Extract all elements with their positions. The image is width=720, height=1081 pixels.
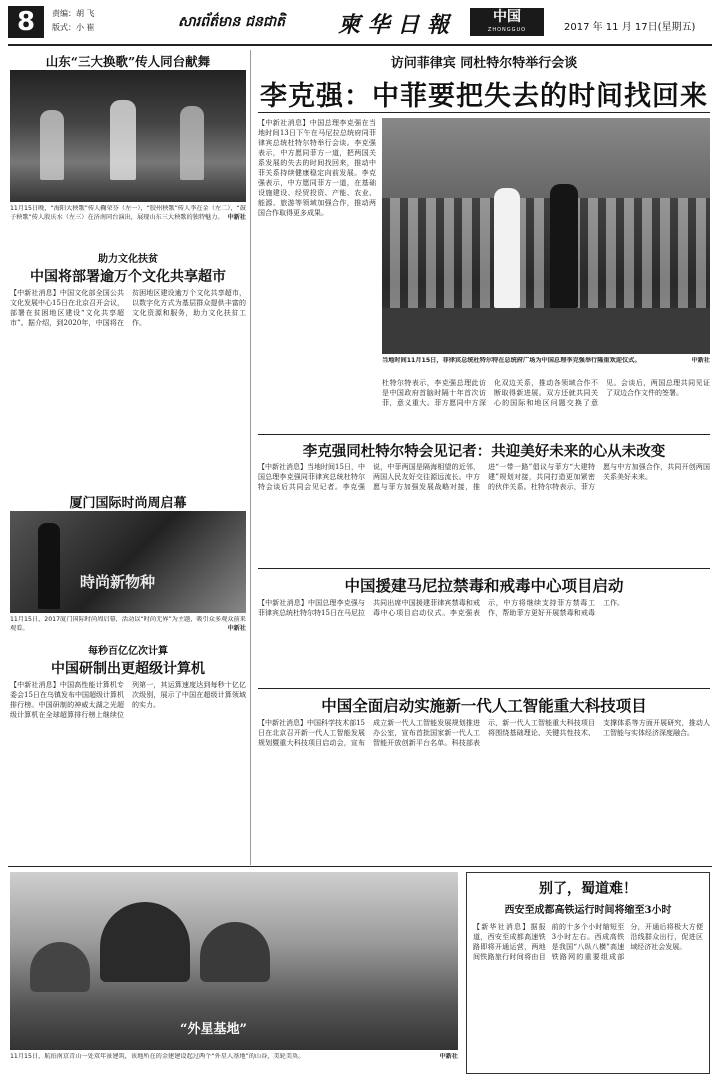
caption-credit: 中新社 <box>227 624 246 632</box>
masthead <box>8 6 712 46</box>
model-figure <box>38 523 60 609</box>
section-label: 中国 <box>493 9 521 25</box>
story-2-body: 【中新社消息】当地时间15日，中国总理李克强同菲律宾总统杜特尔特会谈后共同会见记者。李克强说，中菲两国是隔海相望的近邻，两国人民友好交往源远流长。中方愿与菲方加强发展战略对接，推进“一带一路”倡议与菲方“大建特建”规划对接，共同打造更加紧密的伙伴关系。杜特尔特表示，菲方愿与中方加强合作，共同开创两国关系美好未来。 <box>258 463 710 491</box>
rail-story-body: 【新华社消息】据报道，西安至成都高速铁路即将开通运营，两地间铁路旅行时间将由目前的十多个小时缩短至3小时左右。西成高铁是我国“八纵八横”高速铁路网的重要组成部分，开通后将极大方便沿线群众出行，促进区域经济社会发展。 <box>473 923 703 961</box>
rail-story-headline: 别了，蜀道难！ <box>539 881 637 897</box>
story-3-headline: 中国援建马尼拉禁毒和戒毒中心项目启动 <box>344 576 624 595</box>
caption-credit: 中新社 <box>227 213 246 221</box>
masthead-rule <box>8 44 712 46</box>
section-divider <box>8 866 712 867</box>
story-divider <box>258 688 710 689</box>
dancer-figure <box>40 110 64 180</box>
page-number-box <box>8 6 44 38</box>
main-caption <box>382 357 710 375</box>
main-headline-rule <box>258 112 710 113</box>
khmer-name: សារព័ត៌មាន ជនជាតិ <box>178 14 286 30</box>
building-dome <box>200 922 270 982</box>
main-body-left: 【中新社消息】中国总理李克强在当地时间13日下午在马尼拉总统府同菲律宾总统杜特尔特举行会谈。李克强表示，中方愿同菲方一道，把两国关系发展的失去的时间找回来，推动中菲关系持续健康稳定向前发展。李克强表示，中方愿同菲方一道，在基础设施建设、经贸投资、产能、农业、能源、旅游等领域加强合作，推动两国合作取得更多成果。 <box>258 119 376 217</box>
designer-label: 版式：小 崔 <box>52 23 95 32</box>
stage-sign: 時尚新物种 <box>80 573 156 591</box>
fashion-week-photo <box>10 511 246 613</box>
main-kicker: 访问菲律宾 同杜特尔特举行会谈 <box>390 56 578 71</box>
editor-label: 责编：胡 飞 <box>52 9 95 18</box>
main-body-lower: 杜特尔特表示，李克强总理此访是中国政府首脑时隔十年首次访菲，意义重大。菲方愿同中方深化双边关系，推动各领域合作不断取得新进展。双方还就共同关心的国际和地区问题交换了意见。会谈后，两国总理共同见证了双边合作文件的签署。 <box>382 379 710 407</box>
leader-figure <box>494 188 520 308</box>
caption-text: 11月15日，航拍南京青山一处双年景建筑，该地所在的金建建设起过两个“外星人基地”的山谷，美轮美奂。 <box>10 1053 305 1060</box>
column-divider <box>250 50 251 865</box>
left-story-3-headline: 厦门国际时尚周启幕 <box>69 496 187 511</box>
left-story-1-caption <box>10 205 246 241</box>
story-4-headline: 中国全面启动实施新一代人工智能重大科技项目 <box>321 696 647 715</box>
story-divider <box>258 434 710 435</box>
leader-figure <box>550 184 578 308</box>
caption-credit: 中新社 <box>439 1053 458 1060</box>
story-4-body: 【中新社消息】中国科学技术部15日在北京召开新一代人工智能发展规划暨重大科技项目启动会，宣布成立新一代人工智能发展规划推进办公室，宣布首批国家新一代人工智能开放创新平台名单。科技部表示，新一代人工智能重大科技项目将围绕基础理论、关键共性技术、支撑体系等方面开展研究，推动人工智能与实体经济深度融合。 <box>258 719 710 747</box>
caption-credit: 中新社 <box>691 357 710 364</box>
left-story-4-body: 【中新社消息】中国高性能计算机专委会15日在乌镇发布中国超级计算机排行榜。中国研制的神威太湖之光超级计算机在全球超算排行榜上继续位列第一，其运算速度达到每秒十亿亿次级别，展示了中国在超级计算领域的实力。 <box>10 681 246 719</box>
story-divider <box>258 568 710 569</box>
left-story-1-headline: 山东“三大换歌”传人同台献舞 <box>45 54 211 69</box>
left-story-2-kicker: 助力文化扶贫 <box>98 254 158 265</box>
left-story-2-body: 【中新社消息】中国文化部全国公共文化发展中心15日在北京召开会议，部署在贫困地区建设“文化共享超市”。据介绍，到2020年，中国将在贫困地区建设逾万个文化共享超市，以数字化方式为基层群众提供丰富的文化资源和服务，助力文化扶贫工作。 <box>10 289 246 327</box>
building-dome <box>100 902 190 982</box>
caption-text: 11月15日，2017厦门国际时尚周启幕，活动以“时尚无界”为主题，吸引众多观众前来观看。 <box>10 616 246 632</box>
rail-story-box <box>466 872 710 1074</box>
honor-guard-row <box>382 198 710 308</box>
caption-text: 11月15日晚，“海阳大秧歌”传人鞠荣芬（左一），“胶州秧歌”传人李在金（左二），“鼓子秧歌”传人殷庆水（左三）在济南同台演出，展现山东三大秧歌的独特魅力。 <box>10 205 246 221</box>
paper-name: 柬 华 日 報 <box>338 12 449 38</box>
section-sub: ZHONGGUO <box>487 27 527 33</box>
alien-base-photo <box>10 872 458 1050</box>
dancer-figure <box>180 106 204 180</box>
photo-label: “外星基地” <box>180 1022 247 1037</box>
story-3-body: 【中新社消息】中国总理李克强与菲律宾总统杜特尔特15日在马尼拉共同出席中国援建菲律宾禁毒和戒毒中心项目启动仪式。李克强表示，中方将继续支持菲方禁毒工作，帮助菲方更好开展禁毒和戒毒工作。 <box>258 599 624 617</box>
left-story-4-kicker: 每秒百亿亿次计算 <box>88 646 168 657</box>
red-carpet <box>382 308 710 354</box>
left-story-2-headline: 中国将部署逾万个文化共享超市 <box>30 269 226 285</box>
story-2-headline: 李克强同杜特尔特会见记者：共迎美好未来的心从未改变 <box>302 443 666 460</box>
building-dome <box>30 942 90 992</box>
dance-photo <box>10 70 246 202</box>
welcome-ceremony-photo <box>382 118 710 354</box>
bottom-photo-caption <box>10 1053 458 1077</box>
rail-story-subheadline: 西安至成都高铁运行时间将缩至3小时 <box>504 905 672 916</box>
dancer-figure <box>110 100 136 180</box>
page-number: 8 <box>16 7 36 37</box>
date-line: 2017 年 11 月 17日(星期五) <box>564 22 696 33</box>
section-tag <box>470 8 544 36</box>
caption-text: 当地时间11月15日，菲律宾总统杜特尔特在总统府广场为中国总理李克强举行隆重欢迎仪式。 <box>382 357 641 364</box>
left-story-4-headline: 中国研制出更超级计算机 <box>51 661 205 677</box>
left-story-3-caption <box>10 616 246 634</box>
main-headline: 李克强：中菲要把失去的时间找回来 <box>260 81 708 112</box>
